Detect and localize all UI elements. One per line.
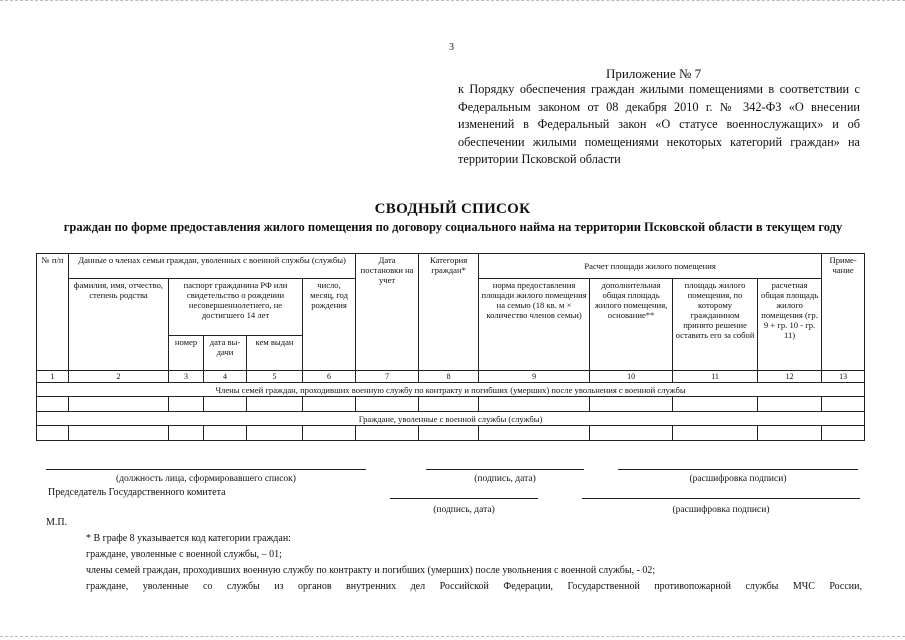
signature-date-caption: (подпись, дата) [474, 474, 536, 484]
page-bottom-edge [0, 636, 905, 637]
column-number: 3 [169, 371, 204, 383]
position-caption: (должность лица, сформировавшего список) [116, 474, 296, 484]
header-calculated-area: расчетная общая площадь жилого помещения (гр. 9 + гр. 10 - гр. 11) [758, 279, 822, 371]
document-title: СВОДНЫЙ СПИСОК [374, 201, 531, 217]
chairman-decoding-line [582, 498, 860, 499]
column-number: 12 [758, 371, 822, 383]
page-number: 3 [449, 42, 454, 53]
header-category: Категория граждан* [419, 254, 479, 371]
column-number: 11 [673, 371, 758, 383]
section-military-family-members: Члены семей граждан, проходивших военную службу по контракту и погибших (умерших) после увольнения с военной службы [37, 383, 865, 397]
column-number: 1 [37, 371, 69, 383]
position-signature-line [46, 469, 366, 470]
column-number: 5 [247, 371, 303, 383]
header-issue-date: дата вы-дачи [204, 336, 247, 371]
page-top-edge [0, 0, 905, 1]
document-subtitle: граждан по форме предоставления жилого помещения по договору социального найма на территории Псковской области в текущем году [63, 220, 843, 234]
header-passport-number: номер [169, 336, 204, 371]
column-numbers-row [37, 371, 865, 383]
header-reg-date: Дата постановки на учет [356, 254, 419, 371]
footnote-line: члены семей граждан, проходивших военную службу по контракту и погибших (умерших) после увольнения с военной службы, - 02; [86, 565, 656, 576]
annex-body: к Порядку обеспечения граждан жилыми помещениями в соответствии с Федеральным законом от 08 декабря 2010 г. № 342-ФЗ «О внесении изменений в Федеральный закон «О статусе военнослужащих» и об обеспечении жилыми помещениями некоторых категорий граждан» на территории Псковской области [458, 82, 860, 166]
header-issued-by: кем выдан [247, 336, 303, 371]
column-number: 7 [356, 371, 419, 383]
decoding-signature-line [618, 469, 858, 470]
chairman-signature-line [390, 498, 538, 499]
header-norm: норма предоставления площади жилого помещения на семью (18 кв. м × количество членов семьи) [479, 279, 590, 371]
header-additional-area: дополнительная общая площадь жилого помещения, основание** [590, 279, 673, 371]
chairman-label: Председатель Государственного комитета [48, 487, 226, 498]
column-number: 10 [590, 371, 673, 383]
header-living-area: площадь жилого помещения, по которому гражданином принято решение оставить его за собой [673, 279, 758, 371]
header-area-group: Расчет площади жилого помещения [479, 254, 822, 279]
decoding-caption: (расшифровка подписи) [689, 474, 787, 484]
stamp-place-label: М.П. [46, 517, 68, 528]
column-number: 6 [303, 371, 356, 383]
column-number: 2 [69, 371, 169, 383]
footnote-line: граждане, уволенные с военной службы, – 01; [86, 549, 282, 560]
chairman-decoding-caption: (расшифровка подписи) [672, 505, 770, 515]
annex-title: Приложение № 7 [606, 66, 702, 81]
column-number: 9 [479, 371, 590, 383]
footnotes [86, 531, 862, 595]
empty-table-row [37, 426, 865, 441]
header-fio: фамилия, имя, отчество, степень родства [69, 279, 169, 371]
header-passport-group: паспорт гражданина РФ или свидетельство о рождении несовершеннолетнего, не достигшего 14 лет [169, 279, 303, 336]
header-notes: Приме-чание [822, 254, 865, 371]
section-discharged-citizens: Граждане, уволенные с военной службы (службы) [37, 412, 865, 426]
column-number: 4 [204, 371, 247, 383]
footnote-line: * В графе 8 указывается код категории граждан: [86, 533, 291, 544]
column-number: 8 [419, 371, 479, 383]
footnote-line: граждане, уволенные со службы из органов внутренних дел Российской Федерации, Государственной противопожарной службы МЧС России, [86, 581, 862, 592]
column-number: 13 [822, 371, 865, 383]
header-family-group: Данные о членах семьи граждан, уволенных с военной службы (службы) [69, 254, 356, 279]
header-no: № п/п [37, 254, 69, 371]
signature-date-line [426, 469, 584, 470]
summary-table [36, 253, 865, 441]
header-birth-date: число, месяц, год рождения [303, 279, 356, 371]
chairman-signature-caption: (подпись, дата) [433, 505, 495, 515]
empty-table-row [37, 397, 865, 412]
